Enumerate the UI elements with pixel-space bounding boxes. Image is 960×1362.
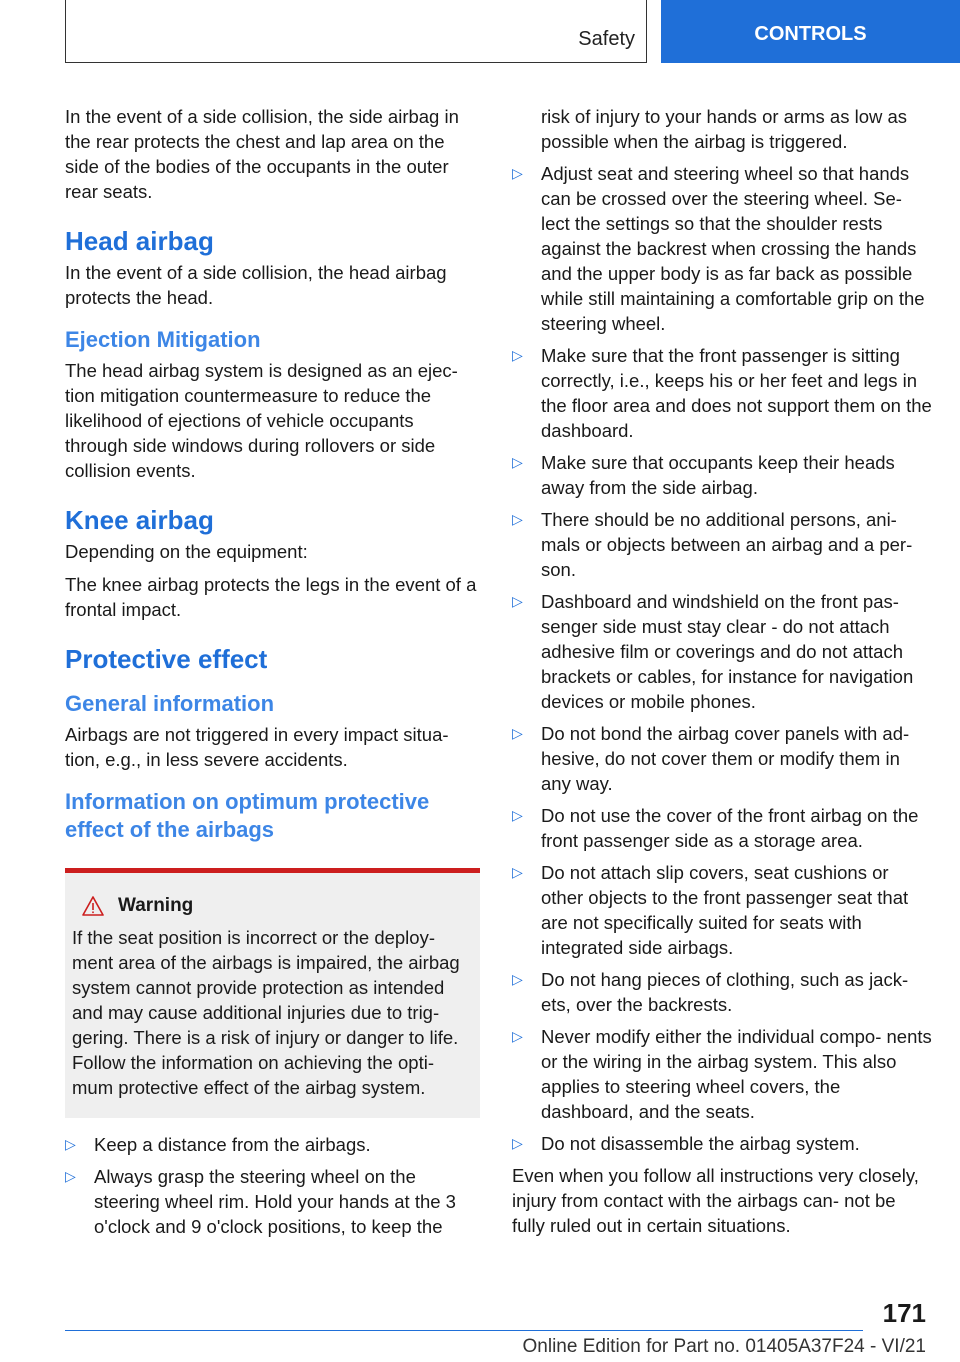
ejection-text: The head airbag system is designed as an ejec‐ tion mitigation countermeasure to reduce the likelihood of ejections of vehicle occupants through side windows during rollovers or side collision events. <box>65 360 458 481</box>
warning-triangle-icon <box>82 896 104 916</box>
heading-general-information: General information <box>65 691 275 716</box>
bullet-triangle-icon: ▷ <box>65 1136 76 1152</box>
heading-knee-airbag: Knee airbag <box>65 505 214 535</box>
list-item: ▷ Do not hang pieces of clothing, such as jack‐ ets, over the backrests. <box>512 969 909 1015</box>
header-chapter-tab[interactable]: CONTROLS <box>661 0 960 63</box>
bullet-triangle-icon: ▷ <box>512 971 523 987</box>
knee-text-2: The knee airbag protects the legs in the event of a frontal impact. <box>65 574 477 620</box>
warning-header <box>72 895 470 917</box>
list-item: ▷ Do not bond the airbag cover panels with ad‐ hesive, do not cover them or modify them in any way. <box>512 723 910 794</box>
right-bullet-list <box>512 161 932 1156</box>
list-item: ▷ There should be no additional persons, ani‐ mals or objects between an airbag and a per‐ son. <box>512 509 913 580</box>
header-section-title: Safety <box>578 28 635 50</box>
bullet-triangle-icon: ▷ <box>512 593 523 609</box>
bullet-triangle-icon: ▷ <box>512 165 523 181</box>
page-number: 171 <box>882 1298 926 1328</box>
list-item: ▷ Make sure that occupants keep their heads away from the side airbag. <box>512 452 895 498</box>
bullet-triangle-icon: ▷ <box>512 454 523 470</box>
bullet-triangle-icon: ▷ <box>512 864 523 880</box>
list-item: ▷ Always grasp the steering wheel on the steering wheel rim. Hold your hands at the 3 o'clock and 9 o'clock positions, to keep the <box>65 1166 456 1237</box>
right-column <box>512 104 932 1246</box>
intro-paragraph: In the event of a side collision, the side airbag in the rear protects the chest and lap area on the side of the bodies of the occupants in the outer rear seats. <box>65 106 459 202</box>
heading-protective-effect: Protective effect <box>65 644 268 674</box>
list-item: ▷ Adjust seat and steering wheel so that hands can be crossed over the steering wheel. Se‐ lect the settings so that the shoulder rests against the backrest when crossing the hands and the upper body is as far back as possible while still maintaining a comfortable grip on the steering wheel. <box>512 163 925 334</box>
list-item: ▷ Dashboard and windshield on the front pas‐ senger side must stay clear - do not attach adhesive film or coverings and do not attach brackets or cables, for instance for navigation devices or mobile phones. <box>512 591 914 712</box>
continued-bullet-text: risk of injury to your hands or arms as low as possible when the airbag is triggered. <box>541 106 908 152</box>
list-item: ▷ Keep a distance from the airbags. <box>65 1134 371 1155</box>
warning-box <box>65 868 480 1118</box>
bullet-triangle-icon: ▷ <box>65 1168 76 1184</box>
list-item: ▷ Make sure that the front passenger is sitting correctly, i.e., keeps his or her feet and legs in the floor area and does not support them on the dashboard. <box>512 345 932 441</box>
bullet-triangle-icon: ▷ <box>512 725 523 741</box>
left-bullet-list <box>65 1132 480 1239</box>
head-airbag-text: In the event of a side collision, the head airbag protects the head. <box>65 262 447 308</box>
heading-head-airbag: Head airbag <box>65 226 214 256</box>
heading-optimum-effect: Information on optimum protective effect of the airbags <box>65 789 430 842</box>
general-text: Airbags are not triggered in every impact situa‐ tion, e.g., in less severe accidents. <box>65 724 449 770</box>
warning-title: Warning <box>118 895 194 916</box>
warning-text: If the seat position is incorrect or the deploy‐ ment area of the airbags is impaired, the airbag system cannot provide protection as intended and may cause additional injuries due to trig‐ gering. There is a risk of injury or danger to life. Follow the information on achieving the opti‐ mum protective effect of the airbag system. <box>72 927 460 1098</box>
bullet-triangle-icon: ▷ <box>512 347 523 363</box>
list-item: ▷ Do not use the cover of the front airbag on the front passenger side as a storage area. <box>512 805 919 851</box>
closing-paragraph: Even when you follow all instructions very closely, injury from contact with the airbags can‐ not be fully ruled out in certain situations. <box>512 1165 919 1236</box>
list-item: ▷ Never modify either the individual compo‐ nents or the wiring in the airbag system. This also applies to steering wheel covers, the dashboard, and the seats. <box>512 1026 932 1122</box>
heading-ejection-mitigation: Ejection Mitigation <box>65 327 261 352</box>
bullet-triangle-icon: ▷ <box>512 1028 523 1044</box>
bullet-triangle-icon: ▷ <box>512 511 523 527</box>
bullet-triangle-icon: ▷ <box>512 1135 523 1151</box>
list-item: ▷ Do not attach slip covers, seat cushions or other objects to the front passenger seat that are not specifically suited for seats with integrated side airbags. <box>512 862 909 958</box>
left-column <box>65 104 480 1246</box>
list-item: ▷ Do not disassemble the airbag system. <box>512 1133 860 1154</box>
knee-text-1: Depending on the equipment: <box>65 541 308 562</box>
footer-divider <box>65 1330 863 1331</box>
footer-edition: Online Edition for Part no. 01405A37F24 - VI/21 <box>522 1336 926 1357</box>
bullet-triangle-icon: ▷ <box>512 807 523 823</box>
